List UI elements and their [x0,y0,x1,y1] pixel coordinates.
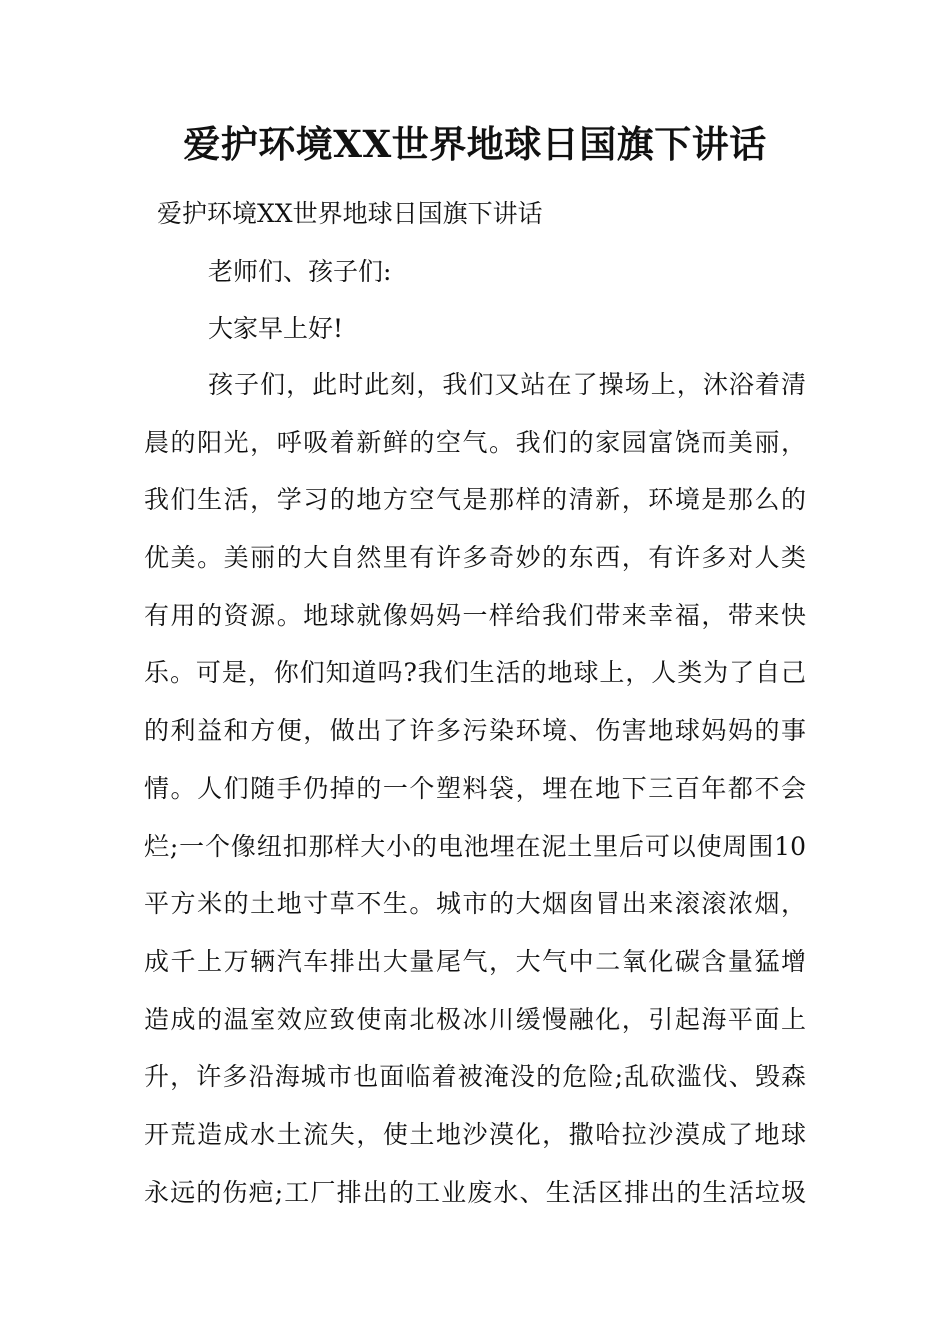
body-paragraph [144,367,814,1232]
document-subtitle: 爱护环境XX世界地球日国旗下讲话 [157,199,543,228]
body-line: 烂;一个像纽扣那样大小的电池埋在泥土里后可以使周围10 [144,831,806,861]
body-line: 升，许多沿海城市也面临着被淹没的危险;乱砍滥伐、毁森 [144,1062,806,1092]
body-line: 晨的阳光，呼吸着新鲜的空气。我们的家园富饶而美丽， [144,427,806,457]
body-line: 永远的伤疤;工厂排出的工业废水、生活区排出的生活垃圾 [144,1177,806,1207]
body-line: 优美。美丽的大自然里有许多奇妙的东西，有许多对人类 [144,543,806,573]
body-line: 平方米的土地寸草不生。城市的大烟囱冒出来滚滚浓烟， [144,889,806,919]
body-line: 开荒造成水土流失，使土地沙漠化，撒哈拉沙漠成了地球 [144,1119,806,1149]
body-line: 孩子们，此时此刻，我们又站在了操场上，沐浴着清 [208,370,806,399]
body-line: 造成的温室效应致使南北极冰川缓慢融化，引起海平面上 [144,1004,806,1034]
body-line: 成千上万辆汽车排出大量尾气，大气中二氧化碳含量猛增 [144,946,806,976]
body-line: 我们生活，学习的地方空气是那样的清新，环境是那么的 [144,485,806,515]
body-line: 有用的资源。地球就像妈妈一样给我们带来幸福，带来快 [144,600,806,630]
salutation: 老师们、孩子们: [208,257,392,286]
document-title: 爱护环境XX世界地球日国旗下讲话 [183,122,767,166]
body-line: 乐。可是，你们知道吗?我们生活的地球上，人类为了自己 [144,658,806,688]
body-line: 的利益和方便，做出了许多污染环境、伤害地球妈妈的事 [144,716,806,746]
body-line: 情。人们随手仍掉的一个塑料袋，埋在地下三百年都不会 [144,773,806,803]
greeting: 大家早上好! [208,314,344,343]
